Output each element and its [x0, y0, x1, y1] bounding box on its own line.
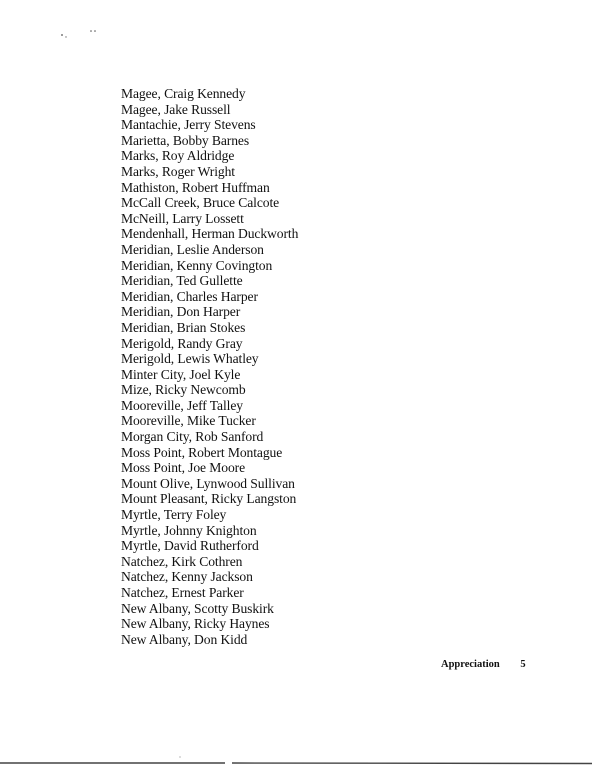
list-item: Morgan City, Rob Sanford — [121, 429, 264, 445]
list-item: Meridian, Don Harper — [121, 304, 241, 320]
list-item: Mathiston, Robert Huffman — [121, 179, 270, 195]
list-item: Natchez, Kirk Cothren — [121, 553, 243, 569]
list-item: Meridian, Charles Harper — [121, 288, 258, 304]
list-item: Minter City, Joel Kyle — [121, 366, 241, 382]
list-item: Myrtle, Terry Foley — [121, 507, 227, 523]
list-item: Moss Point, Robert Montague — [121, 444, 283, 460]
list-item: Myrtle, Johnny Knighton — [121, 522, 257, 538]
list-item: Natchez, Kenny Jackson — [121, 569, 253, 585]
list-item: Magee, Jake Russell — [121, 101, 231, 117]
page-footer — [441, 659, 526, 670]
list-item: Meridian, Leslie Anderson — [121, 241, 264, 257]
scan-specks — [58, 26, 108, 40]
scan-bottom-edge — [0, 756, 592, 768]
list-item: Meridian, Ted Gullette — [121, 273, 243, 289]
list-item: New Albany, Don Kidd — [121, 631, 248, 647]
list-item: Merigold, Lewis Whatley — [121, 351, 259, 367]
list-item: Natchez, Ernest Parker — [121, 585, 244, 600]
list-item: Mendenhall, Herman Duckworth — [121, 226, 299, 242]
list-item: Meridian, Kenny Covington — [121, 257, 273, 273]
list-item: Mooreville, Mike Tucker — [121, 413, 256, 429]
page-number: 5 — [520, 659, 526, 670]
list-item: McNeill, Larry Lossett — [121, 210, 244, 226]
list-item: Marks, Roy Aldridge — [121, 148, 235, 164]
appreciation-name-list — [121, 86, 298, 647]
list-item: Mize, Ricky Newcomb — [121, 382, 246, 398]
list-item: Mantachie, Jerry Stevens — [121, 117, 256, 133]
list-item: Myrtle, David Rutherford — [121, 538, 259, 554]
list-item: Mount Olive, Lynwood Sullivan — [121, 475, 295, 491]
list-item: Marks, Roger Wright — [121, 163, 235, 179]
list-item: Meridian, Brian Stokes — [121, 319, 246, 335]
list-item: Moss Point, Joe Moore — [121, 460, 246, 476]
list-item: Magee, Craig Kennedy — [121, 86, 246, 101]
list-item: New Albany, Scotty Buskirk — [121, 600, 274, 616]
list-item: New Albany, Ricky Haynes — [121, 616, 270, 632]
list-item: Merigold, Randy Gray — [121, 335, 243, 351]
list-item: McCall Creek, Bruce Calcote — [121, 195, 280, 211]
list-item: Marietta, Bobby Barnes — [121, 132, 250, 148]
list-item: Mount Pleasant, Ricky Langston — [121, 491, 297, 507]
footer-section-label: Appreciation — [441, 659, 500, 670]
list-item: Mooreville, Jeff Talley — [121, 397, 243, 413]
